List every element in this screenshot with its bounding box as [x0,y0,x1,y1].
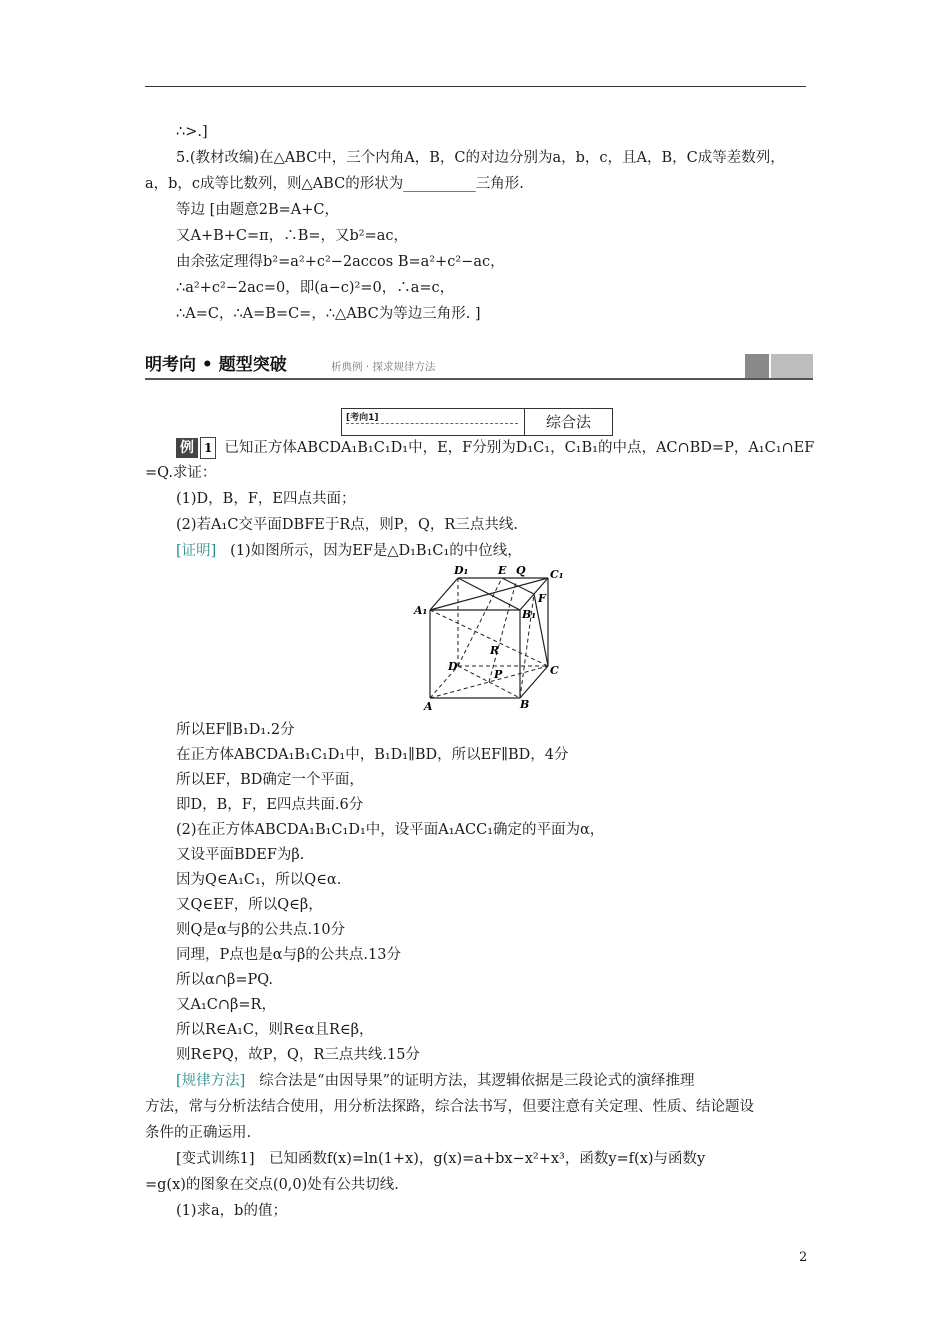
figure-label: B [520,698,530,711]
proof-line: 则R∈PQ，故P，Q，R三点共线.15分 [176,1047,420,1063]
proof-line: 同理，P点也是α与β的公共点.13分 [176,947,401,963]
figure-label: Q [516,564,526,577]
proof-line: 因为Q∈A₁C₁，所以Q∈α. [176,872,342,888]
topic-divider [524,409,525,435]
answer-line: ∴a²+c²−2ac=0，即(a−c)²=0，∴a=c， [176,280,455,296]
proof-line: 所以R∈A₁C，则R∈α且R∈β， [176,1022,374,1038]
topic-dash [346,423,518,424]
question-line: a，b，c成等比数列，则△ABC的形状为__________三角形. [145,176,524,192]
figure-label: A₁ [414,604,428,617]
header-rule [145,86,806,87]
cube-figure [410,562,580,712]
section-title: 明考向 • 题型突破 [145,355,287,375]
variant-line: (1)求a，b的值； [176,1203,287,1219]
answer-line: 等边 [由题意2B=A+C， [176,202,340,218]
proof-line: 所以α∩β=PQ. [176,972,274,988]
proof-line: (2)在正方体ABCDA₁B₁C₁D₁中，设平面A₁ACC₁确定的平面为α， [176,822,605,838]
variant-line: [变式训练1] 已知函数f(x)=ln(1+x)，g(x)=a+bx−x²+x³，函数y=f(x)与函数y [176,1151,706,1167]
section-header [145,352,813,380]
figure-label: D₁ [454,564,469,577]
topic-name: 综合法 [546,413,592,431]
proof-line: 又A₁C∩β=R， [176,997,276,1013]
figure-label: R [490,644,500,657]
example-number: 1 [200,437,216,459]
figure-label: B₁ [522,608,537,621]
proof-line: 则Q是α与β的公共点.10分 [176,922,346,938]
figure-label: P [494,668,503,681]
section-rule [145,378,813,380]
method-text: 综合法是“由因导果”的证明方法，其逻辑依据是三段论式的演绎推理 [259,1073,695,1089]
figure-label: D [448,660,458,673]
method-label: [规律方法] [176,1073,246,1089]
answer-line: ∴A=C，∴A=B=C=，∴△ABC为等边三角形. ] [176,306,481,322]
figure-label: F [538,592,546,605]
question-line: 5.(教材改编)在△ABC中，三个内角A，B，C的对边分别为a，b，c，且A，B，C成等差数列， [176,150,785,166]
example-line [176,437,814,459]
proof-text: (1)如图所示，因为EF是△D₁B₁C₁的中位线， [230,543,522,559]
proof-line: 即D，B，F，E四点共面.6分 [176,797,364,813]
section-subtitle: 析典例 · 探求规律方法 [331,361,436,373]
proof-line: 所以EF∥B₁D₁.2分 [176,722,295,738]
figure-label: C₁ [550,568,564,581]
answer-line: 又A+B+C=π，∴B=，又b²=ac， [176,228,409,244]
example-question: (1)D，B，F，E四点共面； [176,491,356,507]
figure-label: A [424,700,433,712]
example-text: 已知正方体ABCDA₁B₁C₁D₁中，E，F分别为D₁C₁，C₁B₁的中点，AC∩BD=P，A₁C₁∩EF [224,440,815,456]
proof-label: [证明] [176,543,217,559]
method-line [176,1071,694,1091]
figure-label: C [550,664,559,677]
proof-line: 所以EF，BD确定一个平面， [176,772,364,788]
answer-line: 由余弦定理得b²=a²+c²−2accos B=a²+c²−ac， [176,254,505,270]
variant-line: =g(x)的图象在交点(0,0)处有公共切线. [145,1177,399,1193]
proof-line [176,541,522,561]
proof-line: 在正方体ABCDA₁B₁C₁D₁中，B₁D₁∥BD，所以EF∥BD，4分 [176,747,569,763]
decor-block [771,354,813,378]
proof-line: 又Q∈EF，所以Q∈β， [176,897,323,913]
example-question: (2)若A₁C交平面DBFE于R点，则P，Q，R三点共线. [176,517,518,533]
method-line: 条件的正确运用. [145,1125,252,1141]
topic-tag: [考向1] [346,413,379,423]
text-line: ∴>.] [176,124,208,140]
topic-box [341,408,613,436]
decor-block [745,354,769,378]
page-number: 2 [799,1250,808,1265]
example-badge: 例 [176,438,198,458]
method-line: 方法，常与分析法结合使用，用分析法探路，综合法书写，但要注意有关定理、性质、结论题设 [145,1099,754,1115]
figure-label: E [498,564,507,577]
example-line: =Q.求证： [145,465,217,481]
proof-line: 又设平面BDEF为β. [176,847,305,863]
